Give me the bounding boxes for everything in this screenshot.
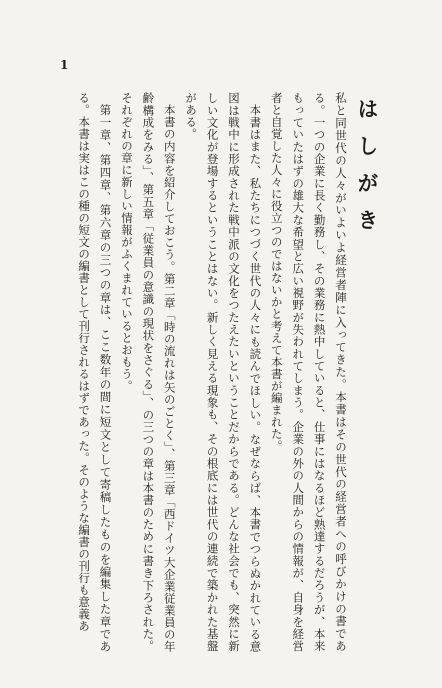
- preface-body: [56, 92, 351, 652]
- paragraph: 私と同世代の人々がいよいよ経営者陣に入ってきた。本書はその世代の経営者への呼びかけの書である。一つの企業に長く勤務し、その業務に熱中していると、仕事にはなるほど熟達するだろうが、本来もっていたはずの雄大な希望と広い視野が失われてしまう。企業の外の人間からの情報が、自身を経営者と自覚した人々に役立つのではないかと考えて本書が編まれた。: [269, 92, 348, 652]
- page-title: はしがき: [355, 98, 380, 246]
- paragraph: 本書はまた、私たちにつづく世代の人々にも読んでほしい。なぜならば、本書でつらぬかれている意図は戦中に形成された戦中派の文化をつたえたいということだからである。どんな社会でも、突然に新しい文化が登場するということはない。新しく見える現象も、その根底には世代の連続で築かれた基盤がある。: [184, 92, 263, 652]
- page-number: 1: [60, 58, 69, 72]
- paragraph: 本書の内容を紹介しておこう。第二章「時の流れは矢のごとく」、第三章「西ドイツ大企業従業員の年齢構成をみる」、第五章「従業員の意識の現状をさぐる」、の三つの章は本書のために書き下ろされた。それぞれの章に新しい情報がふくまれているとおもう。: [119, 92, 177, 652]
- paragraph: 第一章、第四章、第六章の三つの章は、ここ数年の間に短文として寄稿したものを編集した章である。本書は実はこの種の短文の編書として刊行されるはずであった。そのような編書の刊行も意義あ: [77, 92, 113, 652]
